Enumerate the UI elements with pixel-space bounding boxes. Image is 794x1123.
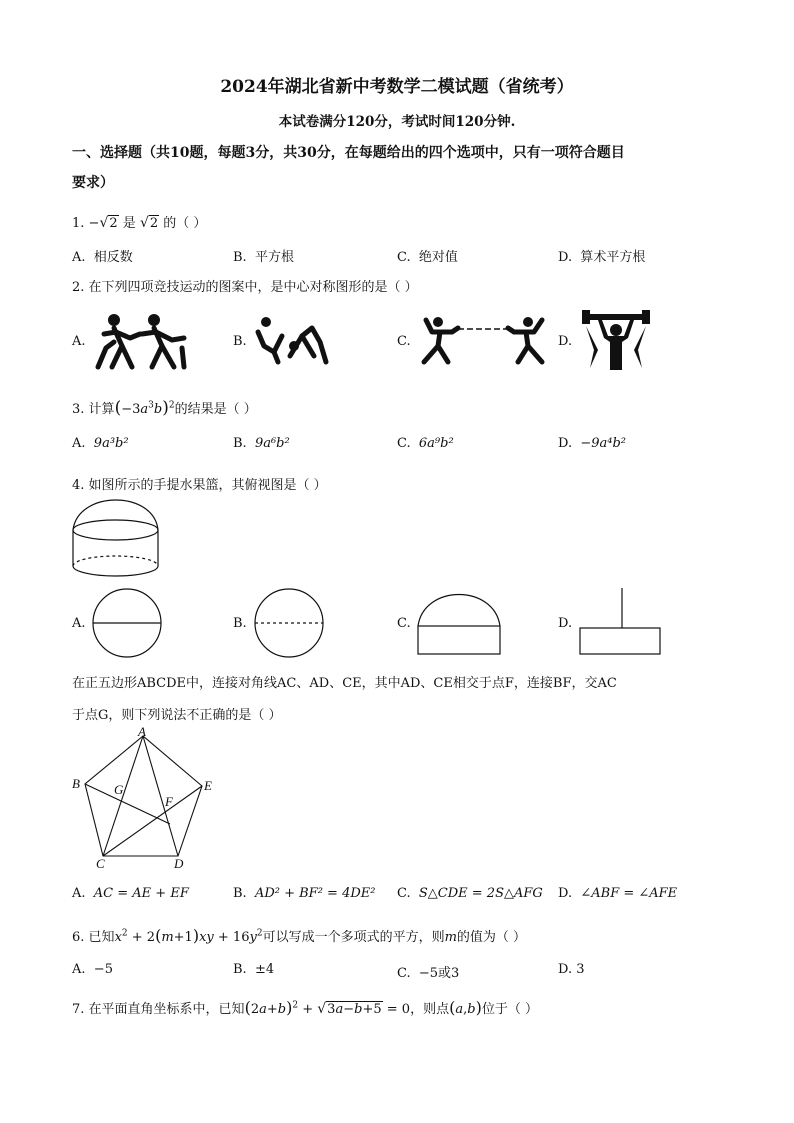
q5-option-b[interactable]: B. AD² + BF² = 4DE² xyxy=(233,886,376,901)
q1-option-a[interactable]: A. 相反数 xyxy=(72,250,133,265)
vertex-label-a: A xyxy=(138,724,146,739)
question-2: 2. 在下列四项竞技运动的图案中，是中心对称图形的是（ ） xyxy=(72,280,418,295)
q3-option-c[interactable]: C. 6a⁹b² xyxy=(397,436,454,451)
top-view-option-a xyxy=(92,588,164,660)
q2-option-a-label[interactable]: A. xyxy=(72,334,86,349)
q3-option-d[interactable]: D. −9a⁴b² xyxy=(558,436,627,451)
radicand: 2 xyxy=(109,216,118,231)
exam-info: 本试卷满分120分，考试时间120分钟. xyxy=(278,114,516,130)
radicand: 2 xyxy=(149,216,159,231)
top-view-option-b xyxy=(254,588,326,660)
q3-option-a[interactable]: A. 9a³b² xyxy=(72,436,129,451)
judo-pictogram xyxy=(254,316,332,366)
q4-option-a-label[interactable]: A. xyxy=(72,616,86,631)
q4-option-b-label[interactable]: B. xyxy=(233,616,247,631)
pentagon-figure xyxy=(70,726,220,872)
point-label-f: F xyxy=(165,794,173,809)
weightlifting-pictogram xyxy=(580,310,652,372)
fencing-pictogram xyxy=(418,314,550,368)
q3-option-b[interactable]: B. 9a⁶b² xyxy=(233,436,290,451)
section-heading-cont: 要求） xyxy=(72,175,114,191)
q5-option-a[interactable]: A. AC = AE + EF xyxy=(72,886,189,901)
wrestling-pictogram xyxy=(92,312,192,370)
vertex-label-b: B xyxy=(72,776,80,791)
section-heading: 一、选择题（共10题，每题3分，共30分，在每题给出的四个选项中，只有一项符合题目 xyxy=(72,145,625,161)
q1-option-b[interactable]: B. 平方根 xyxy=(233,250,294,265)
top-view-option-c xyxy=(416,592,502,656)
page-title: 2024年湖北省新中考数学二模试题（省统考） xyxy=(220,77,574,97)
q2-option-d-label[interactable]: D. xyxy=(558,334,573,349)
question-7: 7. 在平面直角坐标系中，已知$(2a+b)^2 + √3a-b+5 = 0$，则点(a,b)位于（ ） xyxy=(72,998,538,1017)
q6-option-a[interactable]: A. −5 xyxy=(72,962,113,977)
q1-option-c[interactable]: C. 绝对值 xyxy=(397,250,458,265)
q4-option-d-label[interactable]: D. xyxy=(558,616,573,631)
question-4: 4. 如图所示的手提水果篮，其俯视图是（ ） xyxy=(72,478,327,493)
q6-option-b[interactable]: B. ±4 xyxy=(233,962,275,977)
minus-sign: − xyxy=(88,216,100,231)
question-5-line1: 在正五边形ABCDE中，连接对角线AC、AD、CE，其中AD、CE相交于点F，连接BF，交AC xyxy=(72,676,617,691)
q2-option-c-label[interactable]: C. xyxy=(397,334,411,349)
question-5-line2: 于点G，则下列说法不正确的是（ ） xyxy=(72,708,282,723)
vertex-label-e: E xyxy=(204,778,212,793)
point-label-g: G xyxy=(114,782,124,797)
q6-option-c[interactable]: C. −5或3 xyxy=(397,966,460,981)
vertex-label-c: C xyxy=(96,856,105,871)
question-1: 1. −√2 是 √2 的（ ） xyxy=(72,215,207,231)
q6-option-d[interactable]: D. 3 xyxy=(558,962,585,977)
q5-option-d[interactable]: D. ∠ABF = ∠AFE xyxy=(558,886,678,901)
q5-option-c[interactable]: C. S△CDE = 2S△AFG xyxy=(397,886,543,901)
q4-option-c-label[interactable]: C. xyxy=(397,616,411,631)
question-6: 6. 已知$x^2 + 2(m+1)xy + 16y^2$可以写成一个多项式的平方，则m的值为（ ） xyxy=(72,926,527,945)
question-3: 3. 计算$(-3a^3b)^2$的结果是（ ） xyxy=(72,398,257,418)
q2-option-b-label[interactable]: B. xyxy=(233,334,247,349)
top-view-option-d xyxy=(578,588,662,658)
vertex-label-d: D xyxy=(174,856,184,871)
fruit-basket-figure xyxy=(70,496,162,578)
q1-option-d[interactable]: D. 算术平方根 xyxy=(558,250,646,265)
